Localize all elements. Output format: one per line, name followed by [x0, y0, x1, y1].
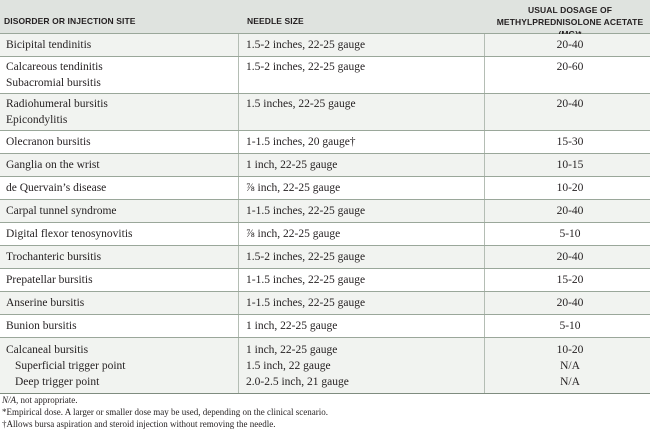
needle-size-cell [246, 96, 486, 112]
needle-size-cell-line: 2.0-2.5 inch, 21 gauge [246, 376, 349, 388]
footnote-na-text: not appropriate. [18, 395, 78, 405]
site-cell [6, 272, 238, 288]
needle-size-cell-line: 1-1.5 inches, 22-25 gauge [246, 274, 366, 286]
needle-size-cell-line: 1.5 inch, 22 gauge [246, 360, 331, 372]
dosage-cell-line: 20-40 [556, 251, 584, 263]
dosage-cell [490, 249, 650, 265]
needle-size-cell [246, 37, 486, 53]
dosage-cell [490, 59, 650, 75]
dosage-cell-line: 5-10 [559, 320, 581, 332]
table-row [0, 269, 650, 292]
site-cell [6, 96, 238, 128]
needle-size-cell-line: ⅞ inch, 22-25 gauge [246, 228, 341, 240]
needle-size-cell-line: 1.5 inches, 22-25 gauge [246, 98, 356, 110]
dosage-cell [490, 180, 650, 196]
dosage-cell-line: 10-20 [556, 344, 584, 356]
table-row [0, 200, 650, 223]
site-cell [6, 37, 238, 53]
table-body [0, 34, 650, 394]
site-cell-line: Calcaneal bursitis [6, 344, 89, 356]
site-cell [6, 249, 238, 265]
dosage-cell-line: 20-40 [556, 98, 584, 110]
dosage-cell-line: 15-20 [556, 274, 584, 286]
dosage-cell-line: 20-40 [556, 39, 584, 51]
column-divider [238, 200, 239, 222]
needle-size-cell [246, 203, 486, 219]
site-cell-line: de Quervain’s disease [6, 182, 107, 194]
table-row [0, 154, 650, 177]
needle-size-cell [246, 59, 486, 75]
dosage-cell-line: 5-10 [559, 228, 581, 240]
needle-size-cell [246, 272, 486, 288]
needle-size-cell [246, 249, 486, 265]
dosage-cell [490, 37, 650, 53]
header-dosage-line1: USUAL DOSAGE OF [528, 5, 612, 15]
footnote-na-abbr: N/A, [2, 395, 19, 405]
table-row [0, 131, 650, 154]
dosage-cell-line: N/A [560, 360, 580, 372]
needle-size-cell-line: 1-1.5 inches, 22-25 gauge [246, 205, 366, 217]
needle-size-cell [246, 157, 486, 173]
site-cell [6, 342, 238, 390]
dosage-cell [490, 96, 650, 112]
needle-size-cell [246, 134, 486, 150]
site-cell-line: Calcareous tendinitis [6, 61, 103, 73]
needle-size-cell [246, 226, 486, 242]
column-divider [238, 246, 239, 268]
dosage-cell [490, 203, 650, 219]
table-row [0, 223, 650, 246]
site-cell-line: Anserine bursitis [6, 297, 85, 309]
needle-size-cell-line: 1-1.5 inches, 20 gauge† [246, 136, 356, 148]
header-site: DISORDER OR INJECTION SITE [4, 16, 136, 26]
table-row [0, 177, 650, 200]
footnotes [2, 394, 328, 430]
table-header [0, 0, 650, 34]
header-needle-size: NEEDLE SIZE [247, 16, 304, 26]
needle-size-cell [246, 342, 486, 390]
dosage-cell [490, 342, 650, 390]
dosage-cell-line: 20-60 [556, 61, 584, 73]
needle-size-cell-line: 1-1.5 inches, 22-25 gauge [246, 297, 366, 309]
column-divider [238, 34, 239, 56]
needle-size-cell-line: 1 inch, 22-25 gauge [246, 320, 338, 332]
needle-size-cell-line: 1 inch, 22-25 gauge [246, 344, 338, 356]
column-divider [238, 94, 239, 130]
dosage-cell-line: N/A [560, 376, 580, 388]
dosage-cell-line: 15-30 [556, 136, 584, 148]
table-row [0, 246, 650, 269]
site-cell [6, 59, 238, 91]
table-row [0, 57, 650, 94]
dosage-cell [490, 157, 650, 173]
dosage-cell-line: 20-40 [556, 297, 584, 309]
column-divider [238, 292, 239, 314]
site-cell-line: Bicipital tendinitis [6, 39, 92, 51]
site-cell-line: Deep trigger point [15, 376, 100, 388]
needle-size-cell [246, 295, 486, 311]
needle-size-cell [246, 180, 486, 196]
needle-size-cell-line: 1.5-2 inches, 22-25 gauge [246, 251, 366, 263]
site-cell [6, 157, 238, 173]
dosage-cell-line: 10-20 [556, 182, 584, 194]
site-cell [6, 226, 238, 242]
site-cell-line: Carpal tunnel syndrome [6, 205, 117, 217]
site-cell-line: Bunion bursitis [6, 320, 77, 332]
column-divider [238, 177, 239, 199]
site-cell-line: Radiohumeral bursitis [6, 98, 108, 110]
table-row [0, 338, 650, 394]
dosage-cell [490, 295, 650, 311]
table-row [0, 34, 650, 57]
dosage-cell-line: 10-15 [556, 159, 584, 171]
footnote-empirical: *Empirical dose. A larger or smaller dose may be used, depending on the clinical scenario. [2, 407, 328, 417]
needle-size-cell [246, 318, 486, 334]
column-divider [238, 338, 239, 393]
site-cell-line: Prepatellar bursitis [6, 274, 93, 286]
footnote-na [2, 394, 328, 406]
site-cell-line: Ganglia on the wrist [6, 159, 100, 171]
dosage-cell-line: 20-40 [556, 205, 584, 217]
table-row [0, 94, 650, 131]
dosage-cell [490, 318, 650, 334]
needle-size-cell-line: 1 inch, 22-25 gauge [246, 159, 338, 171]
site-cell-line: Digital flexor tenosynovitis [6, 228, 133, 240]
table-row [0, 292, 650, 315]
site-cell-line: Subacromial bursitis [6, 77, 101, 89]
needle-size-cell-line: 1.5-2 inches, 22-25 gauge [246, 39, 366, 51]
column-divider [238, 315, 239, 337]
column-divider [238, 154, 239, 176]
site-cell [6, 295, 238, 311]
needle-size-cell-line: 1.5-2 inches, 22-25 gauge [246, 61, 366, 73]
site-cell-line: Olecranon bursitis [6, 136, 91, 148]
dosage-cell [490, 134, 650, 150]
dosage-cell [490, 226, 650, 242]
footnote-aspiration: †Allows bursa aspiration and steroid injection without removing the needle. [2, 419, 276, 429]
column-divider [238, 57, 239, 93]
column-divider [238, 223, 239, 245]
site-cell [6, 318, 238, 334]
site-cell-line: Epicondylitis [6, 114, 68, 126]
site-cell-line: Trochanteric bursitis [6, 251, 102, 263]
site-cell-line: Superficial trigger point [15, 360, 126, 372]
site-cell [6, 180, 238, 196]
dosage-cell [490, 272, 650, 288]
table-row [0, 315, 650, 338]
column-divider [238, 131, 239, 153]
site-cell [6, 134, 238, 150]
column-divider [238, 269, 239, 291]
site-cell [6, 203, 238, 219]
header-dosage-line2: METHYLPREDNISOLONE ACETATE [496, 17, 644, 27]
needle-size-cell-line: ⅞ inch, 22-25 gauge [246, 182, 341, 194]
